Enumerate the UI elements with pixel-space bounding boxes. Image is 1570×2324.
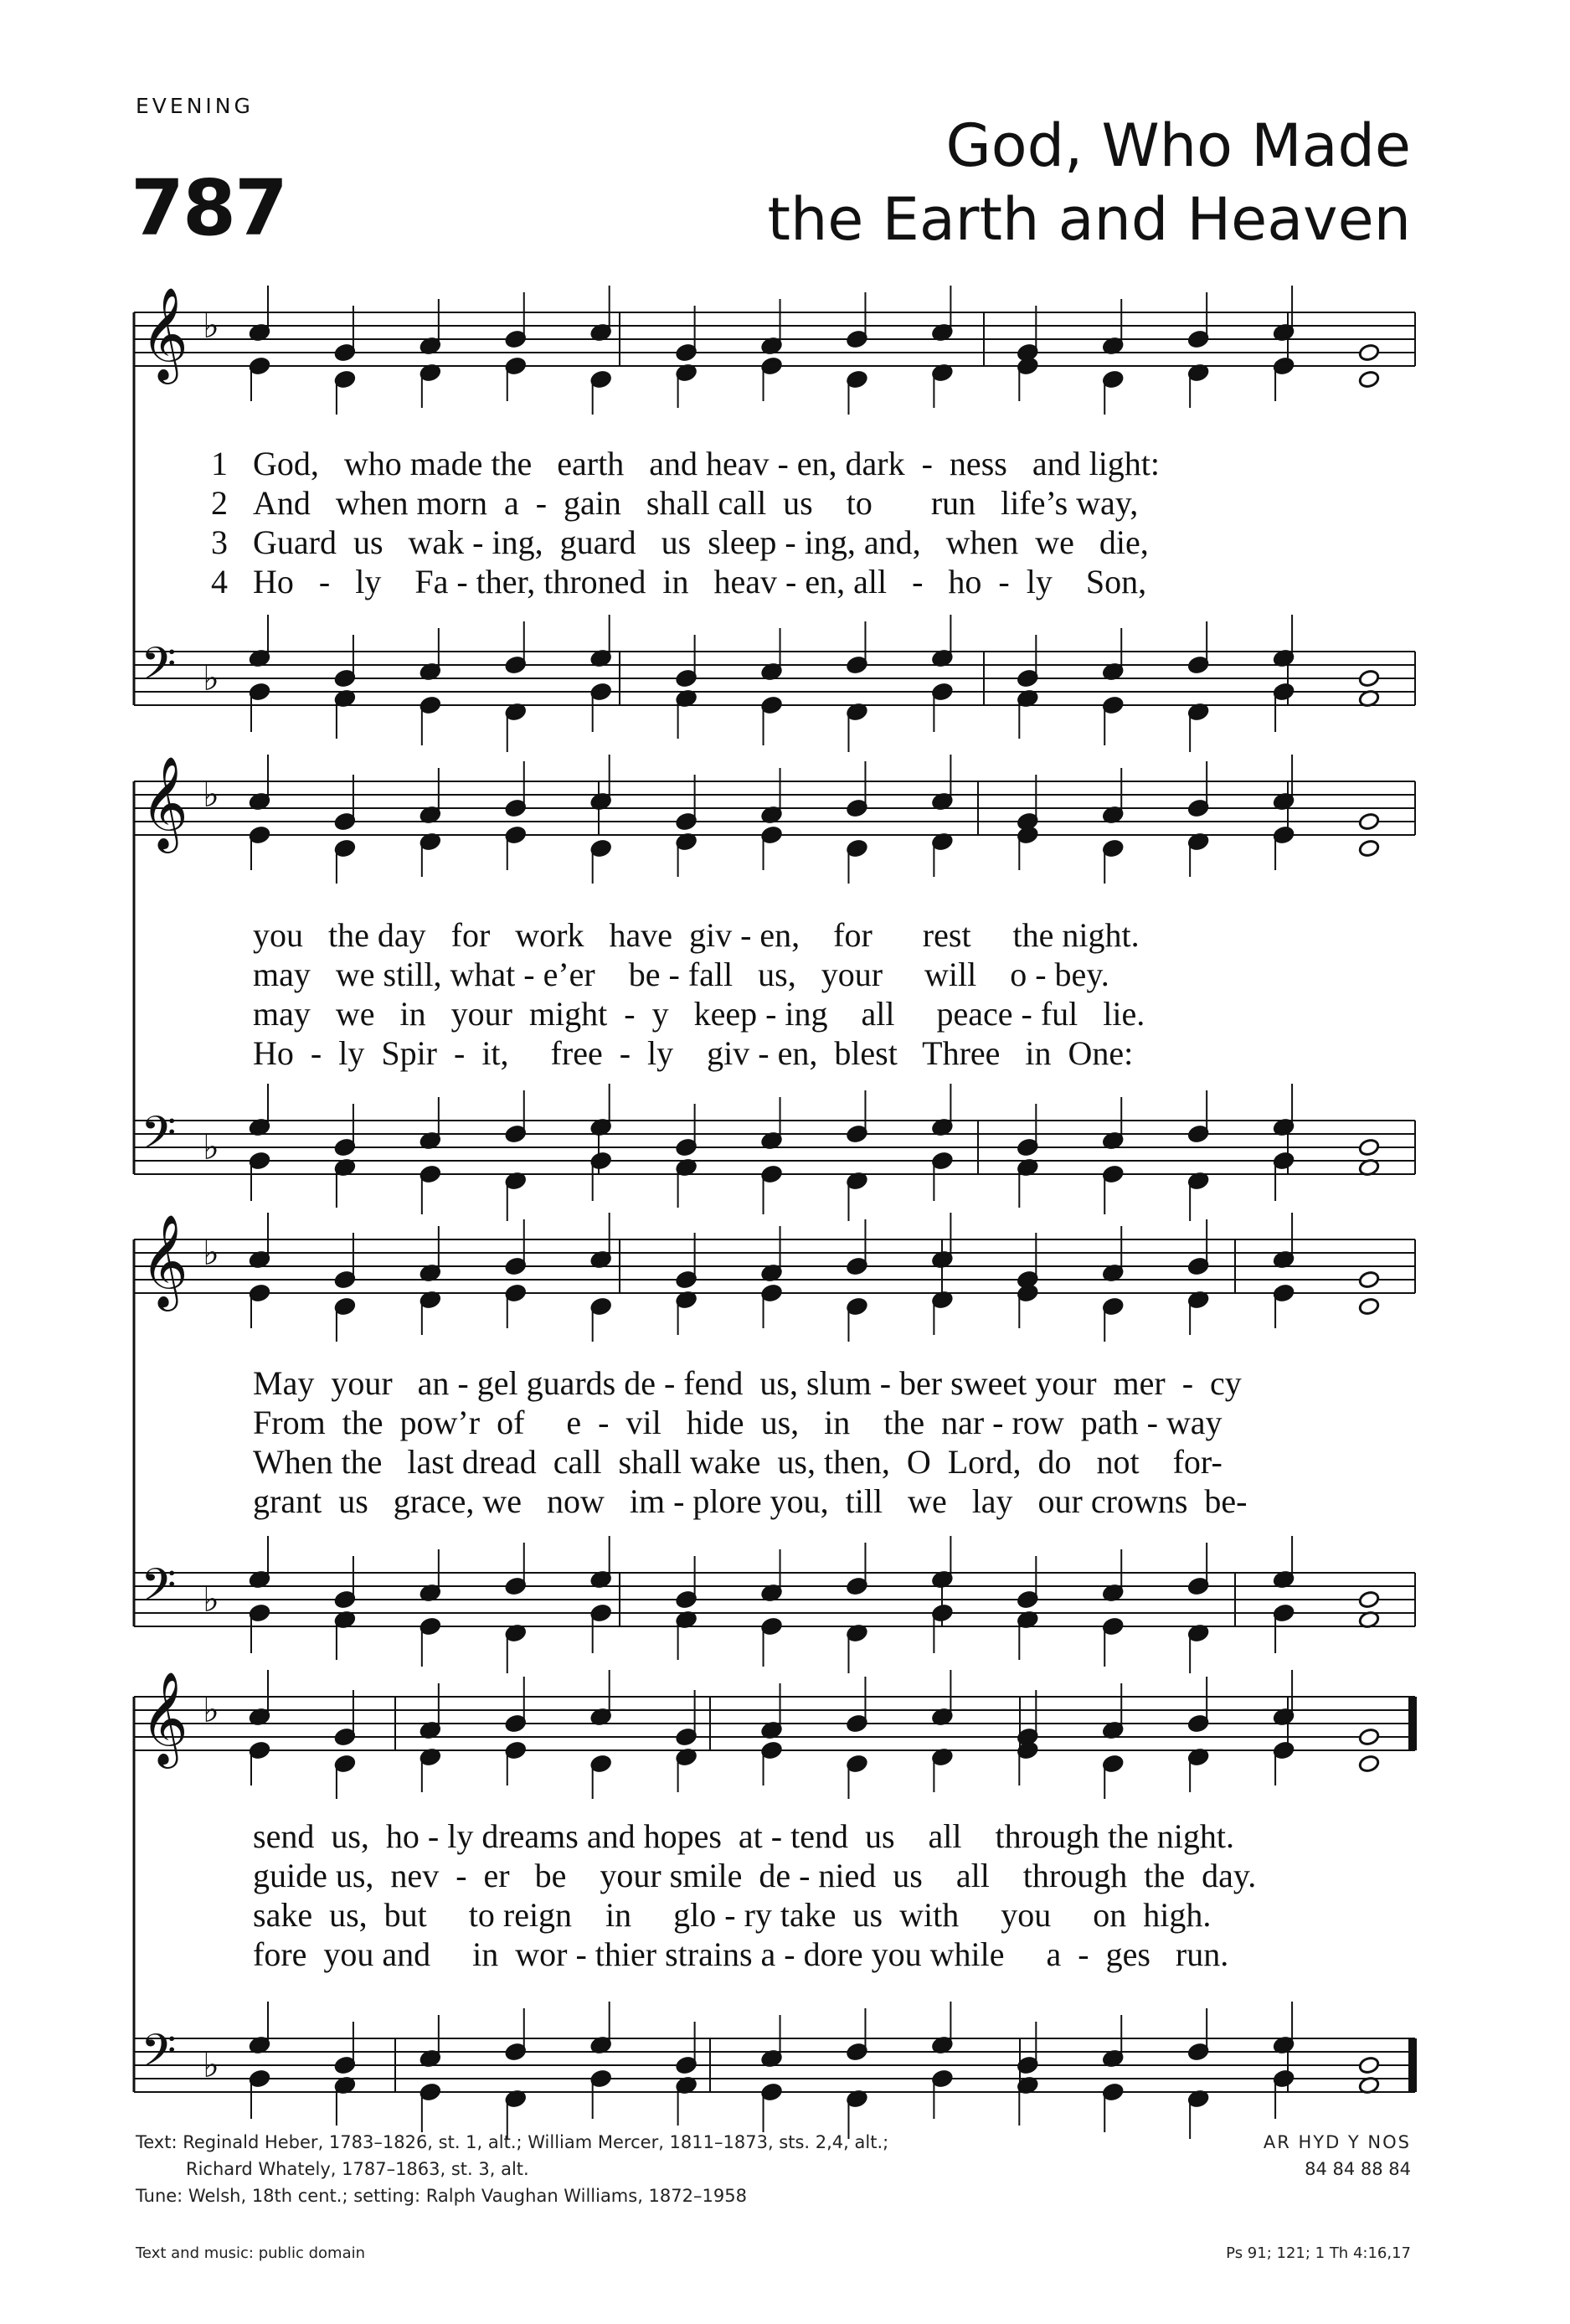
lyric-line: God, who made the earth and heav - en, dark - ness and light: <box>253 445 1161 482</box>
text-credit: Text: Reginald Heber, 1783–1826, st. 1, alt.; William Mercer, 1811–1873, sts. 2,4, alt.; <box>136 2132 889 2152</box>
treble-clef: 𝄞 <box>141 1671 188 1765</box>
note-head <box>1358 1138 1380 1157</box>
note-head <box>1358 370 1380 389</box>
title-line-1: God, Who Made <box>945 111 1411 180</box>
treble-clef: 𝄞 <box>141 286 188 380</box>
note-head <box>1358 839 1380 858</box>
lyric-line: you the day for work have giv - en, for rest the night. <box>253 916 1140 954</box>
key-signature-flat: ♭ <box>203 305 219 346</box>
note-head <box>1358 1590 1380 1610</box>
note-head <box>1358 1297 1380 1317</box>
scripture-references: Ps 91; 121; 1 Th 4:16,17 <box>1226 2244 1411 2262</box>
tune-credit: Tune: Welsh, 18th cent.; setting: Ralph Vaughan Williams, 1872–1958 <box>136 2186 747 2206</box>
note-head <box>1358 669 1380 688</box>
verse-number: 2 <box>211 484 228 522</box>
title-line-2: the Earth and Heaven <box>767 185 1411 254</box>
lyric-line: grant us grace, we now im - plore you, till we lay our crowns be- <box>253 1482 1248 1520</box>
lyric-line: may we in your might - y keep - ing all peace - ful lie. <box>253 995 1145 1033</box>
lyric-line: may we still, what - e’er be - fall us, your will o - bey. <box>253 956 1109 993</box>
text-credit-continued: Richard Whately, 1787–1863, st. 3, alt. <box>186 2159 529 2179</box>
verse-number: 1 <box>211 445 228 482</box>
lyric-line: Ho - ly Spir - it, free - ly giv - en, blest Three in One: <box>253 1034 1134 1072</box>
final-barline <box>1408 1697 1417 1750</box>
lyric-line: May your an - gel guards de - fend us, slum - ber sweet your mer - cy <box>253 1364 1242 1402</box>
note-head <box>1358 343 1380 363</box>
key-signature-flat: ♭ <box>203 657 219 698</box>
bass-clef: 𝄢 <box>141 1559 177 1623</box>
bass-clef: 𝄢 <box>141 1106 177 1171</box>
key-signature-flat: ♭ <box>203 774 219 815</box>
verse-number: 4 <box>211 563 228 600</box>
key-signature-flat: ♭ <box>203 1232 219 1273</box>
bass-clef: 𝄢 <box>141 2024 177 2089</box>
lyric-line: Ho - ly Fa - ther, throned in heav - en, all - ho - ly Son, <box>253 563 1147 600</box>
key-signature-flat: ♭ <box>203 1126 219 1167</box>
note-head <box>1358 1728 1380 1747</box>
note-head <box>1358 2056 1380 2075</box>
lyric-line: Guard us wak - ing, guard us sleep - ing, and, when we die, <box>253 523 1149 561</box>
key-signature-flat: ♭ <box>203 1689 219 1730</box>
hymn-number: 787 <box>131 163 287 253</box>
note-head <box>1358 812 1380 832</box>
note-head <box>1358 1755 1380 1774</box>
bass-clef: 𝄢 <box>141 637 177 702</box>
final-barline <box>1408 2038 1417 2092</box>
key-signature-flat: ♭ <box>203 2044 219 2085</box>
lyric-line: sake us, but to reign in glo - ry take us with you on high. <box>253 1896 1212 1934</box>
key-signature-flat: ♭ <box>203 1579 219 1620</box>
lyric-line: And when morn a - gain shall call us to run life’s way, <box>253 484 1139 522</box>
copyright: Text and music: public domain <box>136 2244 366 2262</box>
tune-name: AR HYD Y NOS <box>1263 2132 1411 2152</box>
note-head <box>1358 1270 1380 1290</box>
lyric-line: fore you and in wor - thier strains a - dore you while a - ges run. <box>253 1935 1229 1973</box>
lyric-line: From the pow’r of e - vil hide us, in the nar - row path - way <box>253 1404 1223 1441</box>
lyric-line: When the last dread call shall wake us, then, O Lord, do not for- <box>253 1443 1223 1481</box>
section-label: EVENING <box>136 94 254 118</box>
meter: 84 84 88 84 <box>1305 2159 1411 2179</box>
lyric-line: send us, ho - ly dreams and hopes at - tend us all through the night. <box>253 1817 1235 1855</box>
verse-number: 3 <box>211 523 228 561</box>
lyric-line: guide us, nev - er be your smile de - nied us all through the day. <box>253 1857 1257 1894</box>
treble-clef: 𝄞 <box>141 755 188 849</box>
treble-clef: 𝄞 <box>141 1214 188 1307</box>
